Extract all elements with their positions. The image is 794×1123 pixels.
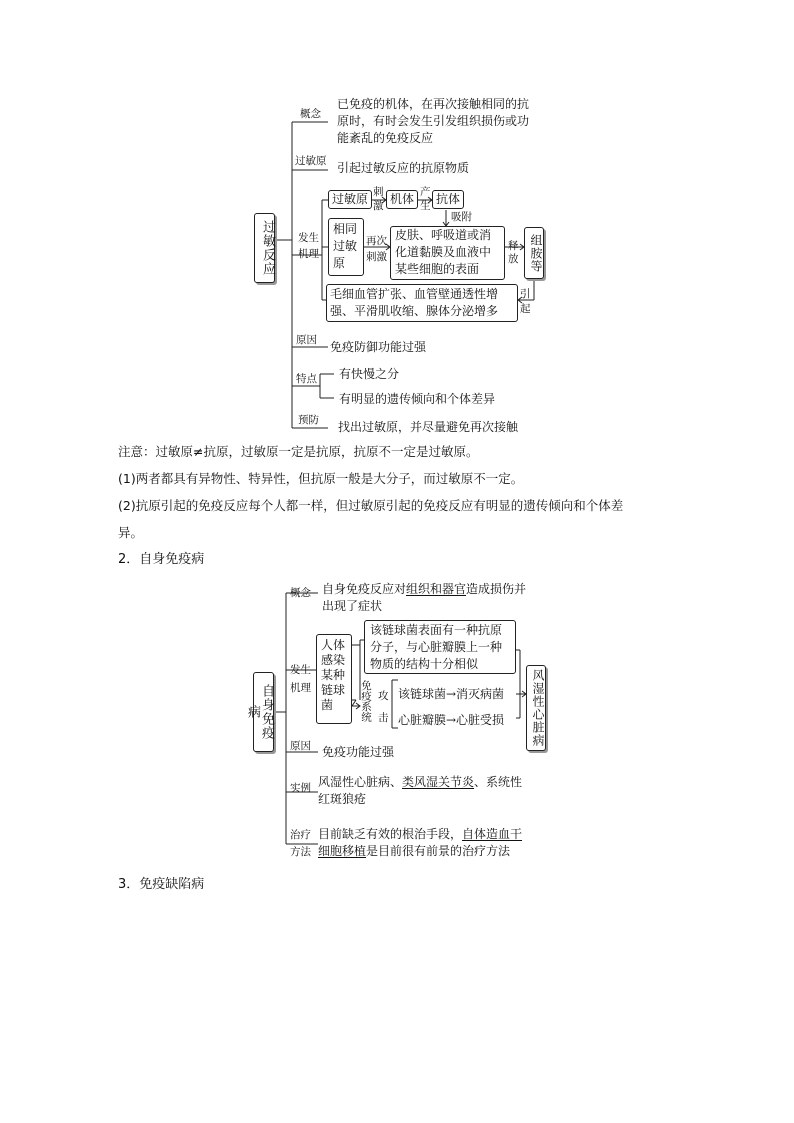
allergen-box: 过敏原 [328,190,372,209]
attack-1: 攻 [378,690,389,702]
prevent-label: 预防 [298,414,319,426]
prevent-text: 找出过敏原，并尽量避免再次接触 [338,420,519,434]
stimulate-1: 刺 [373,186,384,198]
bacteria-text-box: 该链球菌表面有一种抗原 分子，与心脏瓣膜上一种 物质的结构十分相似 [364,620,516,674]
release-1: 释 [508,240,519,252]
produce-1: 产 [420,186,431,198]
feature-2: 有明显的遗传倾向和个体差异 [339,392,496,406]
allergy-cause-label: 原因 [296,334,317,346]
path-2: 心脏瓣膜→心脏受损 [398,713,505,727]
example-label: 实例 [290,782,311,794]
autoimmune-mechanism-label-2: 机理 [290,682,311,694]
autoimmune-cause-text: 免疫功能过强 [322,745,395,759]
antibody-box: 抗体 [432,190,464,209]
feature-1: 有快慢之分 [339,367,400,381]
section-3-title: 3．免疫缺陷病 [118,877,205,892]
path-1: 该链球菌→消灭病菌 [398,687,505,701]
allergy-mechanism-label-1: 发生 [298,232,319,244]
stimulate-2: 激 [373,200,384,212]
allergy-concept-text-2: 原时，有时会发生引发组织损伤或功 [337,114,530,128]
note-line-3b: 异。 [118,525,144,540]
autoimmune-concept-label: 概念 [290,587,311,599]
autoimmune-mechanism-label-1: 发生 [290,664,311,676]
note-line-3a: (2)抗原引起的免疫反应每个人都一样，但过敏原引起的免疫反应有明显的遗传倾向和个体差 [118,498,624,513]
produce-2: 生 [420,200,431,212]
again-1: 再次 [366,235,387,247]
allergy-concept-text-1: 已免疫的机体，在再次接触相同的抗 [337,97,530,111]
again-2: 刺激 [366,251,387,263]
feature-label: 特点 [296,373,317,385]
release-2: 放 [508,253,519,265]
autoimmune-concept-text-2: 出现了症状 [322,599,383,613]
treat-text-2: 细胞移植是目前很有前景的治疗方法 [318,844,511,858]
immune-system-label: 免疫系统 [360,680,372,722]
autoimmune-concept-text-1: 自身免疫反应对组织和器官造成损伤并 [322,582,527,596]
allergy-mechanism-label-2: 机理 [298,248,319,260]
same-allergen-box: 相同 过敏 原 [328,218,364,276]
note-line-1: 注意：过敏原≠抗原，过敏原一定是抗原，抗原不一定是过敏原。 [118,444,479,459]
cells-box: 皮肤、呼吸道或消 化道黏膜及血液中 某些细胞的表面 [390,226,505,280]
autoimmune-title: 自身免疫病 [245,684,274,740]
allergy-concept-label: 概念 [300,108,321,120]
treat-text-1: 目前缺乏有效的根治手段，自体造血干 [318,827,523,841]
body-box: 机体 [386,190,418,209]
example-text-2: 红斑狼疮 [318,792,367,806]
cause-2: 起 [520,303,531,315]
allergy-title-box [254,213,275,283]
note-line-2: (1)两者都具有异物性、特异性，但抗原一般是大分子，而过敏原不一定。 [118,471,524,486]
cause-1: 引 [520,288,531,300]
allergen-text: 引起过敏反应的抗原物质 [337,161,470,175]
allergy-concept-text-3: 能紊乱的免疫反应 [337,131,434,145]
allergen-label: 过敏原 [295,155,327,167]
attack-2: 击 [378,712,389,724]
histamine-box: 组胺等 [524,227,544,279]
result-box: 风湿性心脏病 [526,665,546,751]
section-2-title: 2．自身免疫病 [118,552,205,567]
example-text-1: 风湿性心脏病、类风湿关节炎、系统性 [318,775,523,789]
effect-box: 毛细血管扩张、血管壁通透性增 强、平滑肌收缩、腺体分泌增多 [326,284,518,322]
treat-label-1: 治疗 [290,829,311,841]
treat-label-2: 方法 [290,846,311,858]
allergy-cause-text: 免疫防御功能过强 [330,340,427,354]
autoimmune-cause-label: 原因 [290,740,311,752]
infection-box: 人体感染某种链球菌 [316,634,352,724]
adsorb-label: 吸附 [451,211,472,223]
autoimmune-title-box [245,672,274,752]
allergy-title: 过敏反应 [260,220,275,276]
